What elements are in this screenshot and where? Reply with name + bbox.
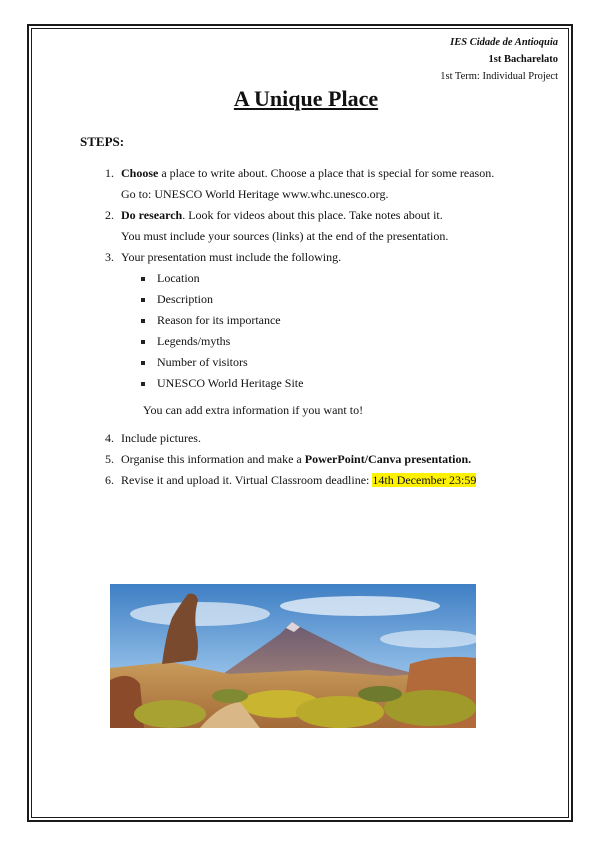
bullet-marker [141,277,145,281]
step-number: 3. [105,250,114,264]
step-text: Include pictures. [121,431,201,445]
step-text-line2: You must include your sources (links) at the end of the presentation. [121,229,449,243]
bullet-marker [141,382,145,386]
step-text: Your presentation must include the following. [121,250,342,264]
term-label: 1st Term: Individual Project [440,71,558,82]
step-number: 1. [105,166,114,180]
steps-heading: STEPS: [80,134,125,149]
step-text [121,208,443,223]
step-text-part: . Look for videos about this place. Take notes about it. [182,208,443,222]
step-text-part: Organise this information and make a [121,452,305,466]
step-text-line2: Go to: UNESCO World Heritage www.whc.unesco.org. [121,187,389,201]
step-number: 2. [105,208,114,222]
step-number: 4. [105,431,114,445]
landscape-photo [110,584,476,728]
deadline-highlight: 14th December 23:59 [372,473,477,487]
course-level: 1st Bacharelato [488,54,558,65]
step-number: 5. [105,452,114,466]
bullet-item: Reason for its importance [157,313,281,327]
extra-note: You can add extra information if you want to! [143,403,364,417]
step-number: 6. [105,473,114,487]
bullet-item: Description [157,292,213,306]
bullet-item: Legends/myths [157,334,231,348]
school-name: IES Cidade de Antioquia [450,37,558,48]
bullet-item: UNESCO World Heritage Site [157,376,304,390]
step-text [121,473,476,488]
step-bold-text: Do research [121,208,183,222]
bullet-marker [141,361,145,365]
bullet-marker [141,298,145,302]
bullet-item: Location [157,271,200,285]
step-text-part: Revise it and upload it. Virtual Classroom deadline: [121,473,373,487]
step-text [121,166,494,181]
step-bold-text: Choose [121,166,159,180]
bullet-marker [141,319,145,323]
page-title: A Unique Place [233,86,379,111]
step-text-part: a place to write about. Choose a place that is special for some reason. [158,166,495,180]
step-text [121,452,471,467]
bullet-marker [141,340,145,344]
bullet-item: Number of visitors [157,355,248,369]
step-bold-text: PowerPoint/Canva presentation. [304,452,472,466]
